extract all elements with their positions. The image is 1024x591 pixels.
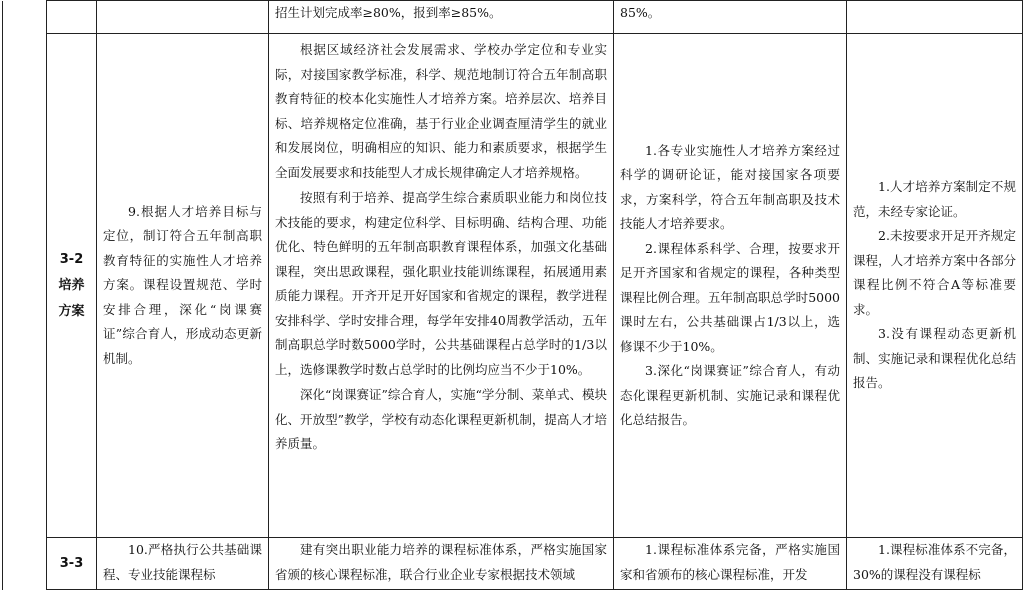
row-3-2-item-text: 9.根据人才培养目标与定位，制订符合五年制高职教育特征的实施性人才培养方案。课程设置规范、学时安排合理，深化“岗课赛证”综合育人，形成动态更新机制。	[103, 203, 262, 366]
row-3-2-standard-para-1: 根据区域经济社会发展需求、学校办学定位和专业实际，对接国家教学标准，科学、规范地制订符合五年制高职教育特征的校本化实施性人才培养方案。培养层次、培养目标、培养规格定位准确，基于行业企业调查厘清学生的就业和发展岗位，明确相应的知识、能力和素质要求，根据学生全面发展要求和技能型人才成长规律确定人才培养规格。	[275, 42, 607, 180]
top-criteria-text: 85%。	[620, 5, 661, 20]
row-3-3-deduction-cell	[847, 538, 1023, 590]
row-3-2-criteria-list	[620, 139, 840, 433]
row-3-2-id: 3-2	[59, 251, 84, 267]
row-3-2-deduction-list	[853, 175, 1016, 396]
top-id-cell	[47, 1, 97, 34]
row-3-2-id-cell	[47, 34, 97, 538]
top-deduction-cell	[847, 1, 1023, 34]
table-row-top	[3, 1, 1023, 34]
row-3-2-criteria-item-1: 1.各专业实施性人才培养方案经过科学的调研论证，能对接国家各项要求，方案科学，符合五年制高职及技术技能人才培养要求。	[620, 142, 840, 231]
row-3-2-deduction-item-1: 1.人才培养方案制定不规范，未经专家论证。	[853, 179, 1016, 219]
top-item-cell	[97, 1, 269, 34]
row-3-2-deduction-cell	[847, 34, 1023, 538]
top-criteria-cell	[614, 1, 847, 34]
row-3-3-id: 3-3	[59, 555, 84, 571]
row-3-3-standard-text: 建有突出职业能力培养的课程标准体系，严格实施国家省颁的核心课程标准，联合行业企业专家根据技术领域	[275, 542, 607, 582]
row-3-3-id-cell	[47, 538, 97, 590]
top-standard-cell	[269, 1, 614, 34]
row-3-3-criteria-text: 1.课程标准体系完备，严格实施国家和省颁布的核心课程标准，开发	[620, 542, 840, 582]
row-3-2-deduction-item-3: 3.没有课程动态更新机制、实施记录和课程优化总结报告。	[853, 326, 1016, 391]
table-row-3-2	[3, 34, 1023, 538]
row-3-2-label: 培养方案	[58, 277, 85, 319]
outer-category-cell	[3, 1, 47, 590]
row-3-3-standard-cell	[269, 538, 614, 590]
row-3-3-item-cell	[97, 538, 269, 590]
row-3-2-deduction-item-2: 2.未按要求开足开齐规定课程，人才培养方案中各部分课程比例不符合A等标准要求。	[853, 228, 1016, 317]
row-3-2-item-cell	[97, 34, 269, 538]
row-3-2-standard-para-3: 深化“岗课赛证”综合育人，实施“学分制、菜单式、模块化、开放型”教学，学校有动态化课程更新机制，提高人才培养质量。	[275, 387, 607, 451]
row-3-2-criteria-cell	[614, 34, 847, 538]
row-3-2-standard-cell	[269, 34, 614, 538]
row-3-3-item-text: 10.严格执行公共基础课程、专业技能课程标	[103, 542, 262, 582]
top-standard-text: 招生计划完成率≥80%，报到率≥85%。	[275, 5, 502, 20]
table-row-3-3	[3, 538, 1023, 590]
row-3-2-criteria-item-3: 3.深化“岗课赛证”综合育人，有动态化课程更新机制、实施记录和课程优化总结报告。	[620, 363, 840, 427]
row-3-2-standard-para-2: 按照有利于培养、提高学生综合素质职业能力和岗位技术技能的要求，构建定位科学、目标明确、结构合理、功能优化、特色鲜明的五年制高职教育课程体系，加强文化基础课程，突出思政课程，强化职业技能训练课程，拓展通用素质能力课程。开齐开足开好国家和省规定的课程，教学进程安排科学、学时安排合理，每学年安排40周教学活动，五年制高职总学时数5000学时，公共基础课程占总学时的1/3以上，选修课教学时数占总学时的比例均应当不少于10%。	[275, 190, 607, 377]
evaluation-table	[2, 0, 1023, 590]
row-3-3-deduction-text: 1.课程标准体系不完备，30%的课程没有课程标	[853, 542, 1016, 582]
row-3-2-criteria-item-2: 2.课程体系科学、合理，按要求开足开齐国家和省规定的课程，各种类型课程比例合理。五年制高职总学时5000课时左右，公共基础课占1/3以上，选修课不少于10%。	[620, 240, 840, 354]
row-3-3-criteria-cell	[614, 538, 847, 590]
